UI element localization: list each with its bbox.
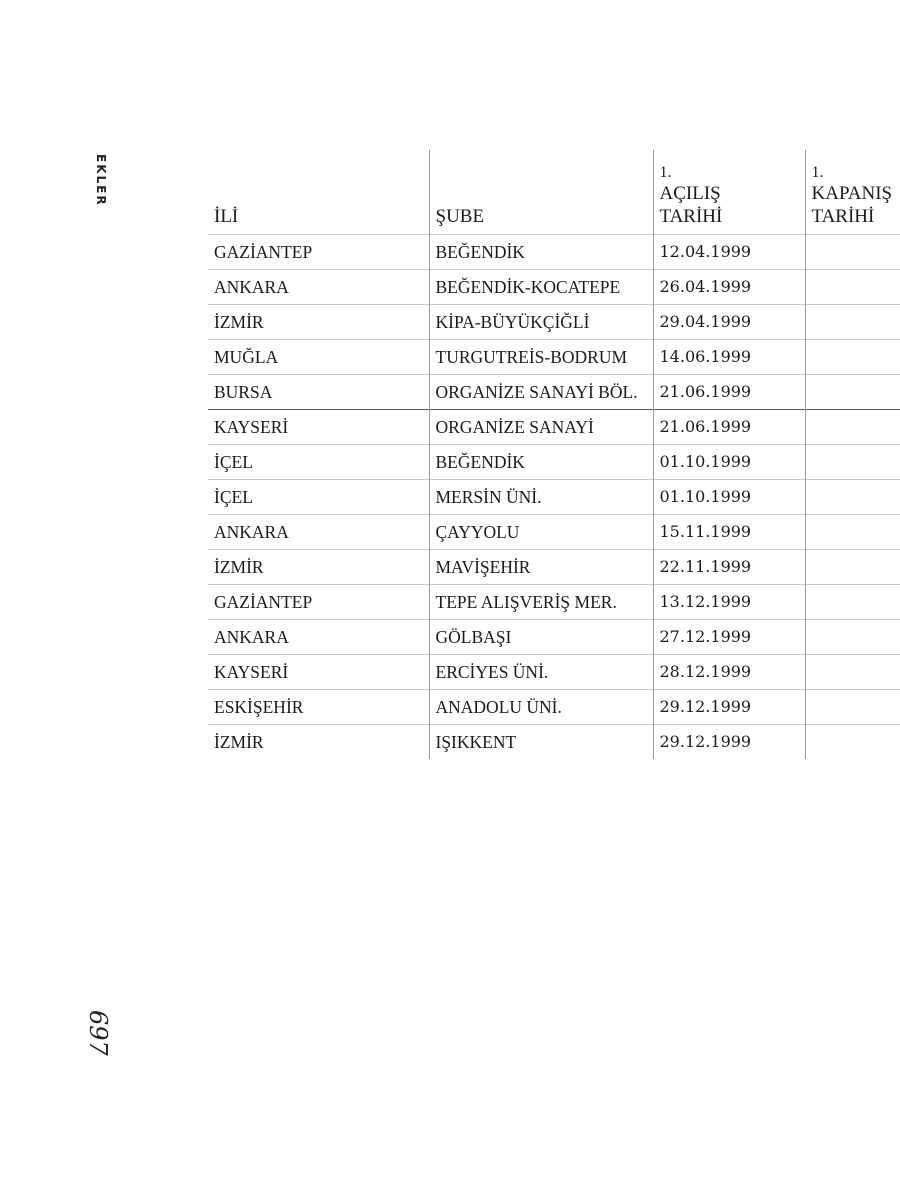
- cell-branch: BEĞENDİK: [429, 445, 653, 480]
- table-row: [208, 270, 900, 305]
- cell-opening-date: 29.04.1999: [653, 305, 805, 340]
- cell-city: ANKARA: [208, 620, 429, 655]
- table-row: [208, 725, 900, 760]
- table-row: [208, 515, 900, 550]
- cell-branch: MERSİN ÜNİ.: [429, 480, 653, 515]
- cell-closing-date: [805, 305, 900, 340]
- cell-opening-date: 01.10.1999: [653, 480, 805, 515]
- cell-closing-date: [805, 725, 900, 760]
- cell-branch: KİPA-BÜYÜKÇİĞLİ: [429, 305, 653, 340]
- cell-city: ANKARA: [208, 270, 429, 305]
- cell-branch: TURGUTREİS-BODRUM: [429, 340, 653, 375]
- cell-closing-date: [805, 480, 900, 515]
- cell-opening-date: 21.06.1999: [653, 375, 805, 410]
- cell-closing-date: [805, 235, 900, 270]
- cell-branch: MAVİŞEHİR: [429, 550, 653, 585]
- table-row: [208, 445, 900, 480]
- cell-closing-date: [805, 550, 900, 585]
- header-opening-line1: AÇILIŞ: [659, 183, 721, 204]
- cell-branch: ORGANİZE SANAYİ BÖL.: [429, 375, 653, 410]
- table-row: [208, 550, 900, 585]
- header-branch: ŞUBE: [429, 150, 653, 235]
- header-city: İLİ: [214, 206, 239, 227]
- cell-branch: ORGANİZE SANAYİ: [429, 410, 653, 445]
- cell-branch: TEPE ALIŞVERİŞ MER.: [429, 585, 653, 620]
- page-number: 697: [84, 1010, 112, 1056]
- header-closing-line2: TARİHİ: [811, 206, 875, 227]
- cell-opening-date: 12.04.1999: [653, 235, 805, 270]
- cell-city: KAYSERİ: [208, 655, 429, 690]
- cell-opening-date: 29.12.1999: [653, 725, 805, 760]
- table-row: [208, 340, 900, 375]
- table-row: [208, 585, 900, 620]
- header-closing-number: 1.: [811, 164, 824, 181]
- table-row: [208, 235, 900, 270]
- cell-branch: IŞIKKENT: [429, 725, 653, 760]
- cell-closing-date: [805, 410, 900, 445]
- cell-opening-date: 14.06.1999: [653, 340, 805, 375]
- cell-city: İZMİR: [208, 305, 429, 340]
- branch-table: [208, 150, 900, 759]
- cell-city: KAYSERİ: [208, 410, 429, 445]
- cell-branch: ERCİYES ÜNİ.: [429, 655, 653, 690]
- cell-closing-date: [805, 270, 900, 305]
- table-row: [208, 305, 900, 340]
- cell-city: GAZİANTEP: [208, 585, 429, 620]
- cell-city: ESKİŞEHİR: [208, 690, 429, 725]
- cell-branch: GÖLBAŞI: [429, 620, 653, 655]
- table-header-row: [208, 150, 900, 235]
- cell-closing-date: [805, 655, 900, 690]
- cell-closing-date: [805, 340, 900, 375]
- cell-city: BURSA: [208, 375, 429, 410]
- cell-opening-date: 27.12.1999: [653, 620, 805, 655]
- cell-city: İZMİR: [208, 550, 429, 585]
- table-row: [208, 375, 900, 410]
- table-row: [208, 690, 900, 725]
- branch-table-container: [208, 150, 900, 759]
- header-closing-date: [805, 150, 900, 235]
- table-row: [208, 655, 900, 690]
- table-row: [208, 620, 900, 655]
- cell-branch: ANADOLU ÜNİ.: [429, 690, 653, 725]
- header-opening-line2: TARİHİ: [659, 206, 723, 227]
- cell-branch: BEĞENDİK: [429, 235, 653, 270]
- cell-opening-date: 21.06.1999: [653, 410, 805, 445]
- header-opening-date: [653, 150, 805, 235]
- cell-city: ANKARA: [208, 515, 429, 550]
- header-opening-number: 1.: [659, 164, 672, 181]
- cell-city: GAZİANTEP: [208, 235, 429, 270]
- table-row: [208, 410, 900, 445]
- cell-opening-date: 29.12.1999: [653, 690, 805, 725]
- cell-closing-date: [805, 620, 900, 655]
- cell-closing-date: [805, 445, 900, 480]
- cell-closing-date: [805, 375, 900, 410]
- cell-closing-date: [805, 515, 900, 550]
- cell-city: MUĞLA: [208, 340, 429, 375]
- cell-opening-date: 26.04.1999: [653, 270, 805, 305]
- cell-opening-date: 13.12.1999: [653, 585, 805, 620]
- cell-opening-date: 01.10.1999: [653, 445, 805, 480]
- cell-city: İZMİR: [208, 725, 429, 760]
- cell-city: İÇEL: [208, 480, 429, 515]
- cell-branch: BEĞENDİK-KOCATEPE: [429, 270, 653, 305]
- cell-opening-date: 22.11.1999: [653, 550, 805, 585]
- cell-city: İÇEL: [208, 445, 429, 480]
- cell-opening-date: 28.12.1999: [653, 655, 805, 690]
- header-closing-line1: KAPANIŞ: [811, 183, 893, 204]
- cell-opening-date: 15.11.1999: [653, 515, 805, 550]
- section-label: EKLER: [94, 154, 108, 207]
- cell-closing-date: [805, 585, 900, 620]
- cell-closing-date: [805, 690, 900, 725]
- cell-branch: ÇAYYOLU: [429, 515, 653, 550]
- table-row: [208, 480, 900, 515]
